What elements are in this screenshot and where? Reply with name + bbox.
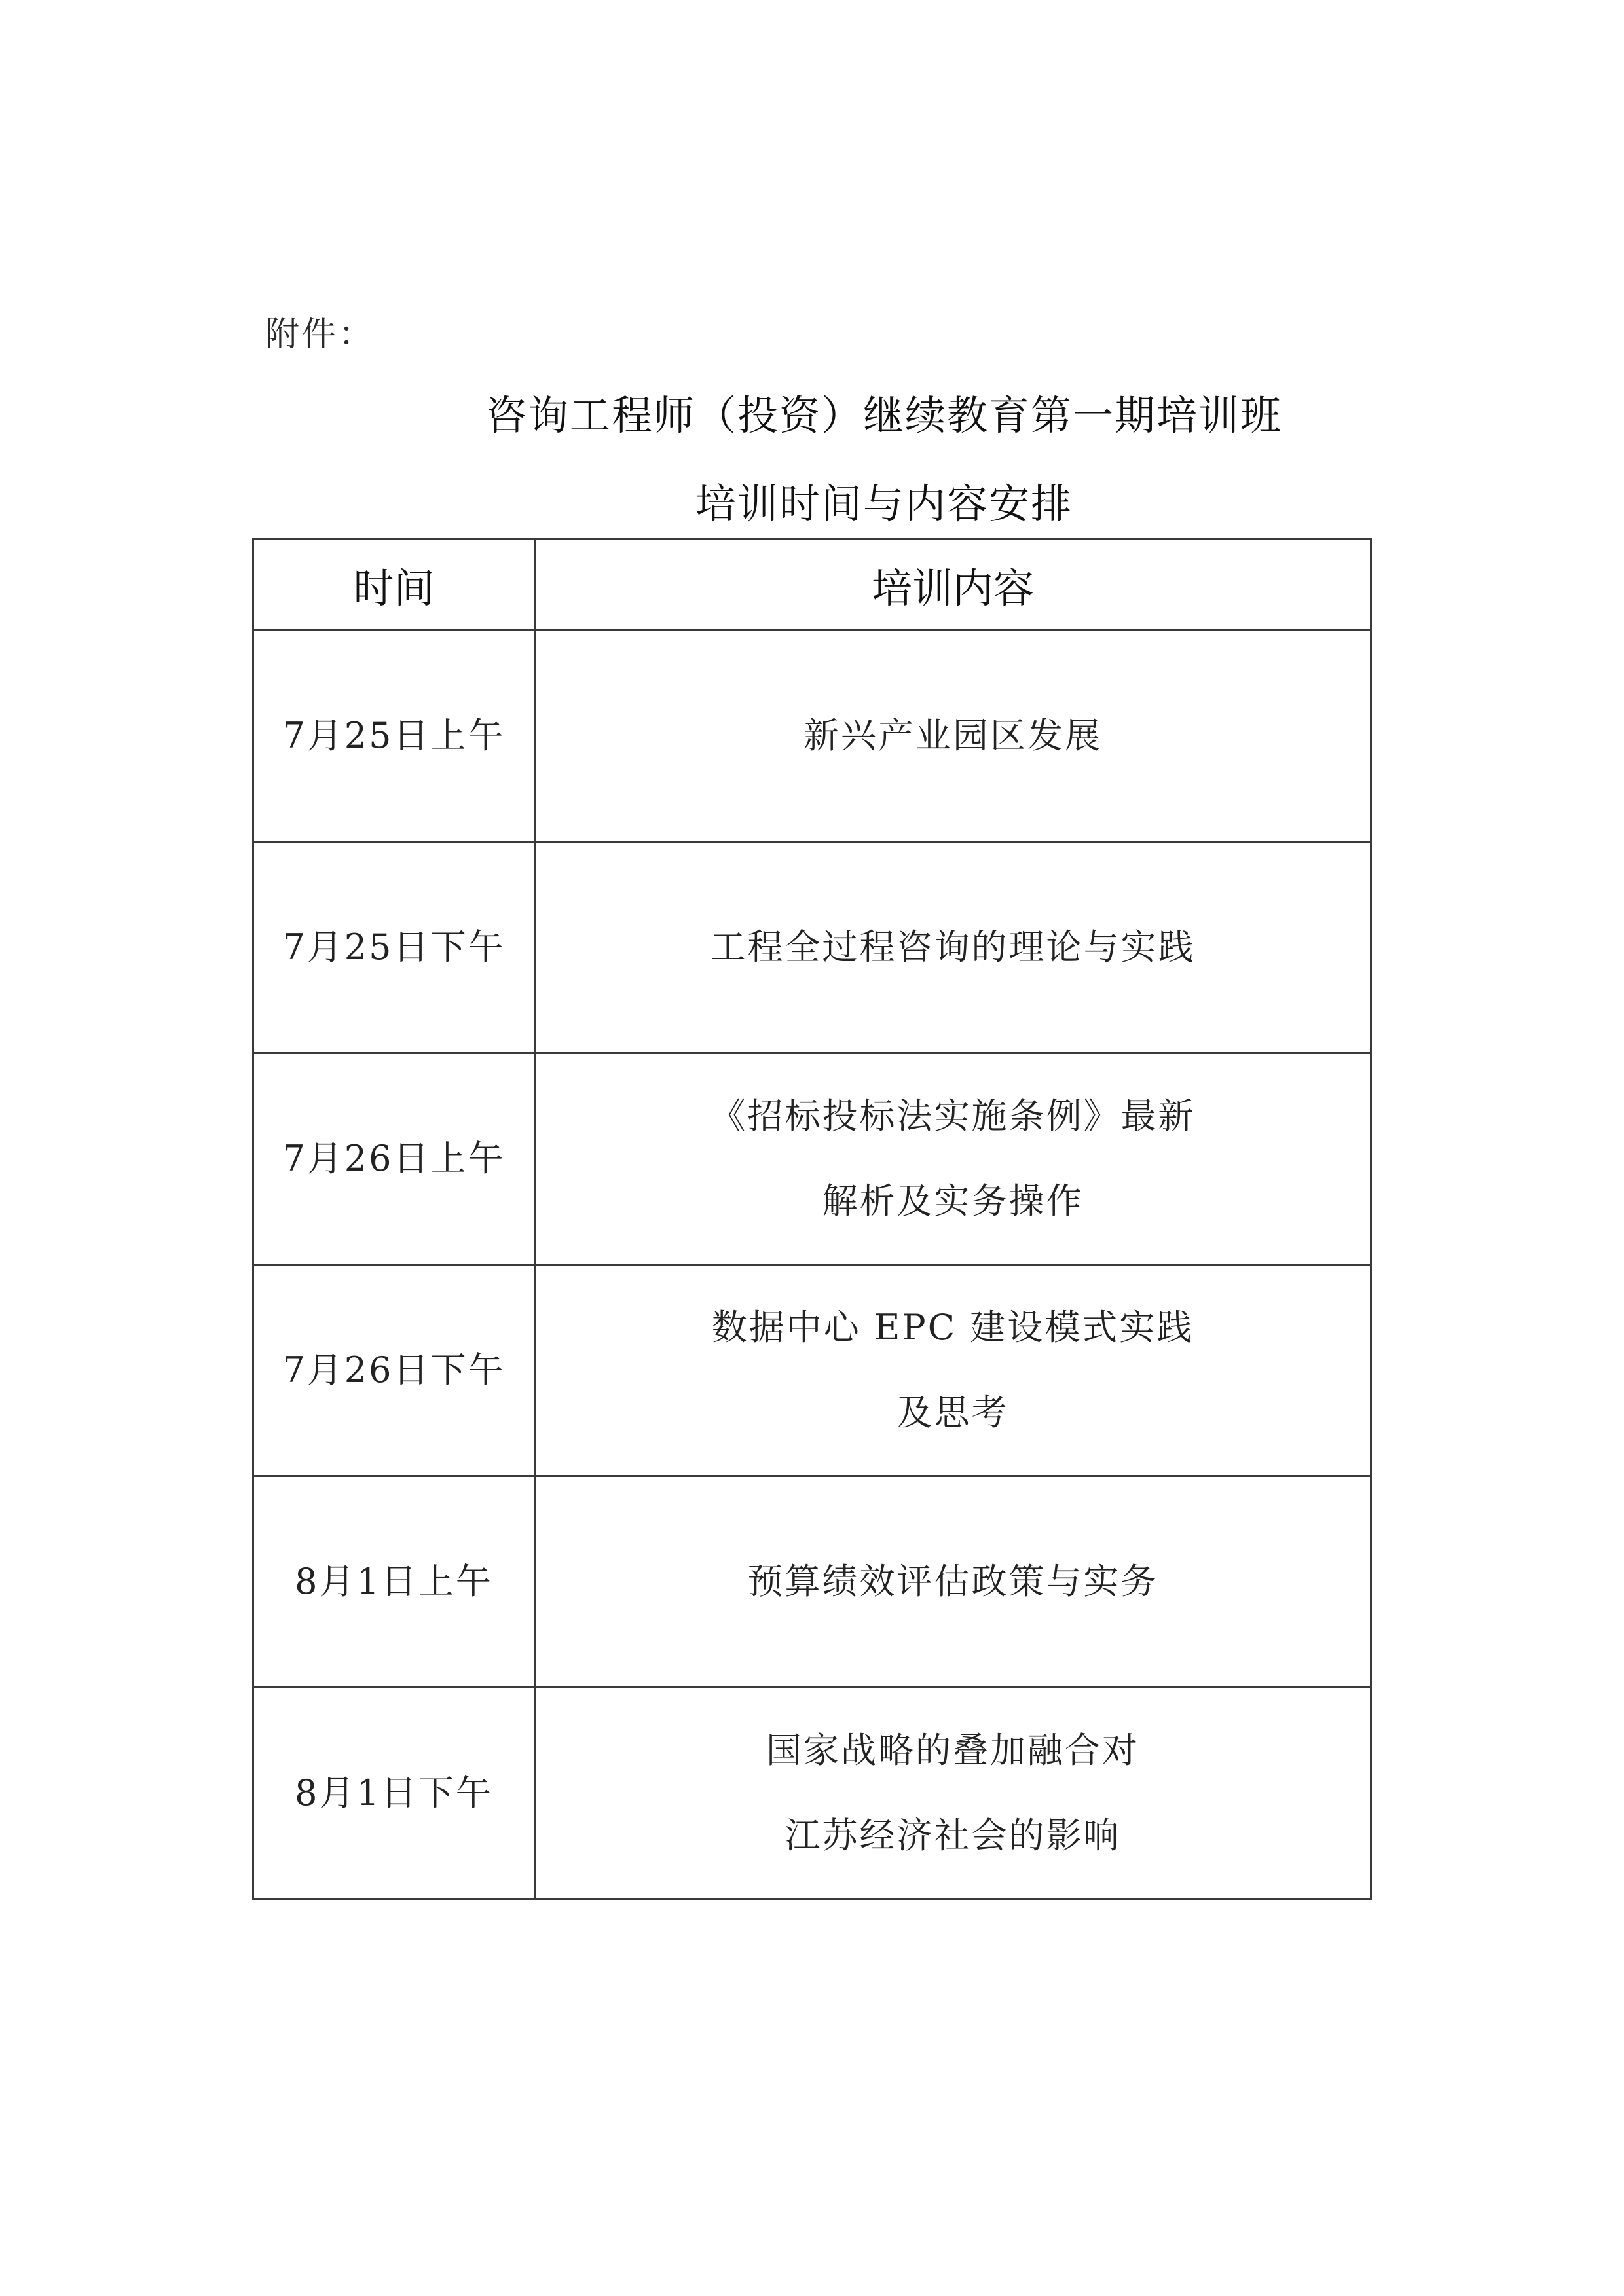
row-content [535,1688,1371,1899]
attachment-label: 附件： [265,315,376,354]
row-time: 7月25日上午 [253,630,535,842]
row-content [535,1476,1371,1688]
document-title: 咨询工程师（投资）继续教育第一期培训班 [485,392,1282,439]
row-time: 8月1日下午 [253,1688,535,1899]
content-line: 及思考 [896,1392,1009,1433]
content-line: 新兴产业园区发展 [803,715,1102,756]
header-time: 时间 [253,539,535,630]
row-content [535,630,1371,842]
training-schedule-table [252,538,1372,1900]
content-line: 《招标投标法实施条例》最新 [710,1095,1196,1137]
table-header-row [253,539,1371,630]
row-content [535,842,1371,1053]
content-line: 工程全过程咨询的理论与实践 [710,926,1196,968]
content-line: 国家战略的叠加融合对 [766,1730,1139,1771]
row-content [535,1053,1371,1265]
document-subtitle: 培训时间与内容安排 [695,480,1073,528]
table-row [253,1476,1371,1688]
row-content [535,1265,1371,1476]
table-row [253,842,1371,1053]
table-row [253,1053,1371,1265]
row-time: 8月1日上午 [253,1476,535,1688]
table-row [253,1688,1371,1899]
row-time: 7月26日上午 [253,1053,535,1265]
content-line: 预算绩效评估政策与实务 [747,1561,1158,1602]
content-line: 数据中心 EPC 建设模式实践 [711,1307,1194,1348]
row-time: 7月25日下午 [253,842,535,1053]
content-line: 解析及实务操作 [822,1180,1084,1222]
table-row [253,630,1371,842]
table-row [253,1265,1371,1476]
header-content: 培训内容 [535,539,1371,630]
row-time: 7月26日下午 [253,1265,535,1476]
content-line: 江苏经济社会的影响 [784,1815,1121,1856]
